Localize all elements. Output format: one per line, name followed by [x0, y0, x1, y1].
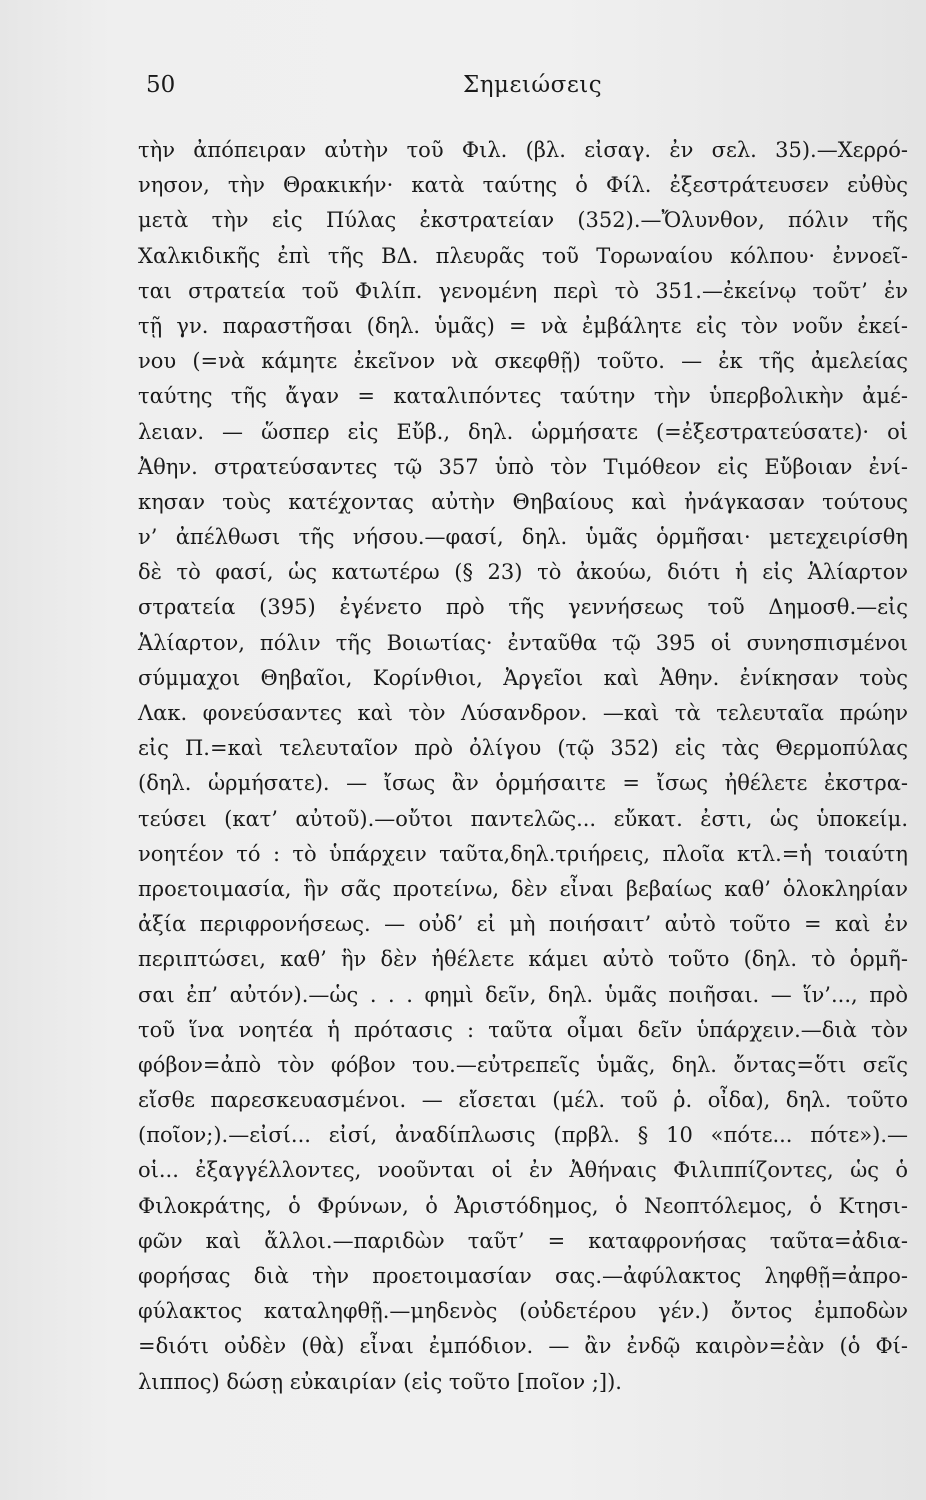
text-line: οἱ... ἐξαγγέλλοντες, νοοῦνται οἱ ἐν Ἀθήναις Φιλιππίζοντες, ὡς ὁ [138, 1158, 908, 1183]
text-line: περιπτώσει, καθ’ ἣν δὲν ἠθέλετε κάμει αὐτὸ τοῦτο (δηλ. τὸ ὁρμῆ- [138, 947, 908, 972]
text-line: ἀξία περιφρονήσεως. — οὐδ’ εἰ μὴ ποιήσαιτ’ αὐτὸ τοῦτο = καὶ ἐν [138, 912, 908, 937]
text-line: =διότι οὐδὲν (θὰ) εἶναι ἐμπόδιον. — ἂν ἐνδῷ καιρὸν=ἐὰν (ὁ Φί- [138, 1334, 908, 1359]
text-line: νησον, τὴν Θρακικήν· κατὰ ταύτης ὁ Φίλ. ἐξεστράτευσεν εὐθὺς [138, 173, 908, 198]
running-title: Σημειώσεις [463, 72, 603, 98]
text-line: σύμμαχοι Θηβαῖοι, Κορίνθιοι, Ἀργεῖοι καὶ Ἀθην. ἐνίκησαν τοὺς [138, 665, 908, 690]
text-line: σαι ἐπ’ αὐτόν).—ὡς . . . φημὶ δεῖν, δηλ. ὑμᾶς ποιῆσαι. — ἵν’..., πρὸ [138, 982, 908, 1007]
text-line: φύλακτος καταληφθῇ.—μηδενὸς (οὐδετέρου γέν.) ὄντος ἐμποδὼν [138, 1299, 908, 1324]
text-line: Χαλκιδικῆς ἐπὶ τῆς ΒΔ. πλευρᾶς τοῦ Τορωναίου κόλπου· ἐννοεῖ- [138, 243, 908, 268]
text-line: τὴν ἀπόπειραν αὐτὴν τοῦ Φιλ. (βλ. εἰσαγ. ἐν σελ. 35).—Χερρό- [138, 138, 908, 162]
text-line: μετὰ τὴν εἰς Πύλας ἐκστρατείαν (352).—Ὄλυνθον, πόλιν τῆς [138, 208, 908, 233]
text-line: Λακ. φονεύσαντες καὶ τὸν Λύσανδρον. —καὶ τὰ τελευταῖα πρώην [138, 701, 908, 725]
text-line: Ἀθην. στρατεύσαντες τῷ 357 ὑπὸ τὸν Τιμόθεον εἰς Εὔβοιαν ἐνί- [138, 454, 908, 479]
text-line: λειαν. — ὥσπερ εἰς Εὔβ., δηλ. ὡρμήσατε (=ἐξεστρατεύσατε)· οἱ [138, 419, 908, 444]
text-line: εἴσθε παρεσκευασμένοι. — εἴσεται (μέλ. τοῦ ῥ. οἶδα), δηλ. τοῦτο [138, 1088, 908, 1113]
text-line: νοητέον τό : τὸ ὑπάρχειν ταῦτα,δηλ.τριήρεις, πλοῖα κτλ.=ἡ τοιαύτη [138, 841, 908, 866]
text-line: κησαν τοὺς κατέχοντας αὐτὴν Θηβαίους καὶ ἠνάγκασαν τούτους [138, 489, 908, 514]
text-line: δὲ τὸ φασί, ὡς κατωτέρω (§ 23) τὸ ἀκούω, διότι ἡ εἰς Ἁλίαρτον [138, 560, 908, 585]
text-line: φόβον=ἀπὸ τὸν φόβον του.—εὐτρεπεῖς ὑμᾶς, δηλ. ὄντας=ὅτι σεῖς [138, 1052, 908, 1077]
text-line: Φιλοκράτης, ὁ Φρύνων, ὁ Ἀριστόδημος, ὁ Νεοπτόλεμος, ὁ Κτησι- [138, 1193, 908, 1218]
text-line: τοῦ ἵνα νοητέα ἡ πρότασις : ταῦτα οἶμαι δεῖν ὑπάρχειν.—διὰ τὸν [138, 1017, 908, 1042]
page-number: 50 [146, 72, 176, 98]
notes-body [138, 133, 908, 1400]
text-line: στρατεία (395) ἐγένετο πρὸ τῆς γεννήσεως τοῦ Δημοσθ.—εἰς [138, 595, 908, 620]
text-line: (δηλ. ὡρμήσατε). — ἴσως ἂν ὁρμήσαιτε = ἴσως ἠθέλετε ἐκστρα- [138, 771, 908, 796]
text-line: (ποῖον;).—εἰσί... εἰσί, ἀναδίπλωσις (πρβλ. § 10 «πότε... πότε»).— [138, 1123, 908, 1148]
text-line: Ἁλίαρτον, πόλιν τῆς Βοιωτίας· ἐνταῦθα τῷ 395 οἱ συνησπισμένοι [138, 630, 908, 655]
text-line: νου (=νὰ κάμητε ἐκεῖνον νὰ σκεφθῇ) τοῦτο. — ἐκ τῆς ἀμελείας [138, 349, 908, 374]
text-line: ταύτης τῆς ἄγαν = καταλιπόντες ταύτην τὴν ὑπερβολικὴν ἀμέ- [138, 384, 908, 409]
text-line: τεύσει (κατ’ αὐτοῦ).—οὔτοι παντελῶς... εὔκατ. ἐστι, ὡς ὑποκείμ. [138, 806, 908, 831]
text-line: ται στρατεία τοῦ Φιλίπ. γενομένη περὶ τὸ 351.—ἐκείνῳ τοῦτ’ ἐν [138, 278, 908, 303]
text-line: εἰς Π.=καὶ τελευταῖον πρὸ ὀλίγου (τῷ 352) εἰς τὰς Θερμοπύλας [138, 736, 908, 761]
text-line: ν’ ἀπέλθωσι τῆς νήσου.—φασί, δηλ. ὑμᾶς ὁρμῆσαι· μετεχειρίσθη [138, 525, 908, 550]
text-line: λιππος) δώσῃ εὐκαιρίαν (εἰς τοῦτο [ποῖον ;]). [138, 1369, 622, 1394]
text-line: προετοιμασία, ἣν σᾶς προτείνω, δὲν εἶναι βεβαίως καθ’ ὁλοκληρίαν [138, 876, 908, 901]
text-line: φορήσας διὰ τὴν προετοιμασίαν σας.—ἀφύλακτος ληφθῇ=ἀπρο- [138, 1264, 908, 1288]
text-line: τῇ γν. παραστῆσαι (δηλ. ὑμᾶς) = νὰ ἐμβάλητε εἰς τὸν νοῦν ἐκεί- [138, 313, 908, 338]
text-line: φῶν καὶ ἄλλοι.—παριδὼν ταῦτ’ = καταφρονήσας ταῦτα=ἀδια- [138, 1228, 908, 1253]
